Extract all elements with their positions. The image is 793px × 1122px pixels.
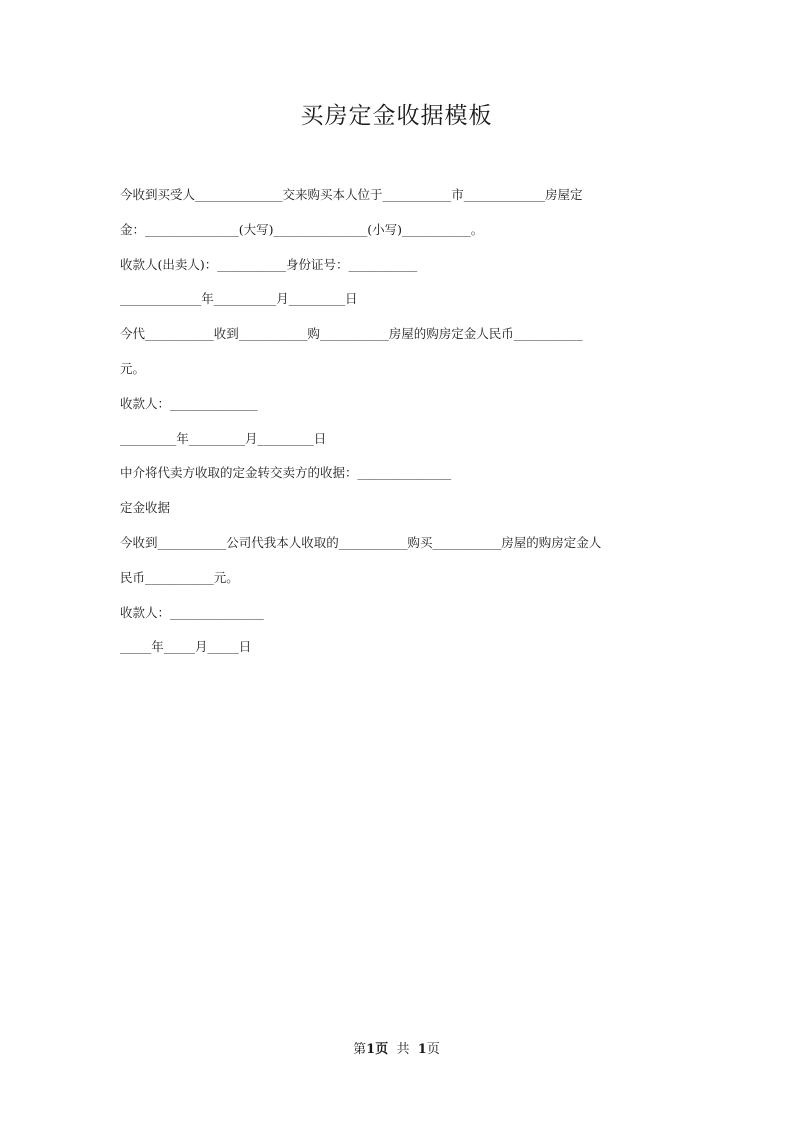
body-line-12: 民币___________元。 [120, 569, 239, 585]
body-line-14: _____年_____月_____日 [120, 639, 252, 655]
section-heading: 定金收据 [120, 500, 171, 516]
footer-total-pages: 1 [417, 1042, 427, 1057]
footer-total-prefix: 共 [396, 1042, 410, 1057]
body-line-4: _____________年__________月_________日 [120, 291, 358, 307]
body-line-7: 收款人：______________ [120, 395, 258, 411]
body-line-6: 元。 [120, 360, 146, 376]
footer-page-number: 1 [366, 1042, 376, 1057]
body-line-11: 今收到___________公司代我本人收取的___________购买___________房屋的购房定金人 [120, 534, 602, 550]
footer-total-suffix: 页 [426, 1042, 440, 1057]
page-footer [0, 1040, 793, 1060]
body-line-1: 今收到买受人______________交来购买本人位于___________市_____________房屋定 [120, 187, 583, 202]
body-line-13: 收款人：_______________ [120, 604, 264, 620]
footer-page-suffix: 页 [375, 1042, 389, 1057]
body-line-9: 中介将代卖方收取的定金转交卖方的收据：_______________ [120, 465, 452, 481]
footer-prefix: 第 [353, 1042, 367, 1057]
body-line-8: _________年_________月_________日 [120, 430, 327, 446]
document-body [120, 180, 676, 667]
document-title: 买房定金收据模板 [300, 103, 493, 129]
body-line-5: 今代___________收到___________购___________房屋的购房定金人民币___________ [120, 326, 583, 342]
body-line-2: 金：_______________(大写)_______________(小写)___________。 [120, 221, 484, 237]
body-line-3: 收款人(出卖人)：___________身份证号：___________ [120, 256, 418, 272]
